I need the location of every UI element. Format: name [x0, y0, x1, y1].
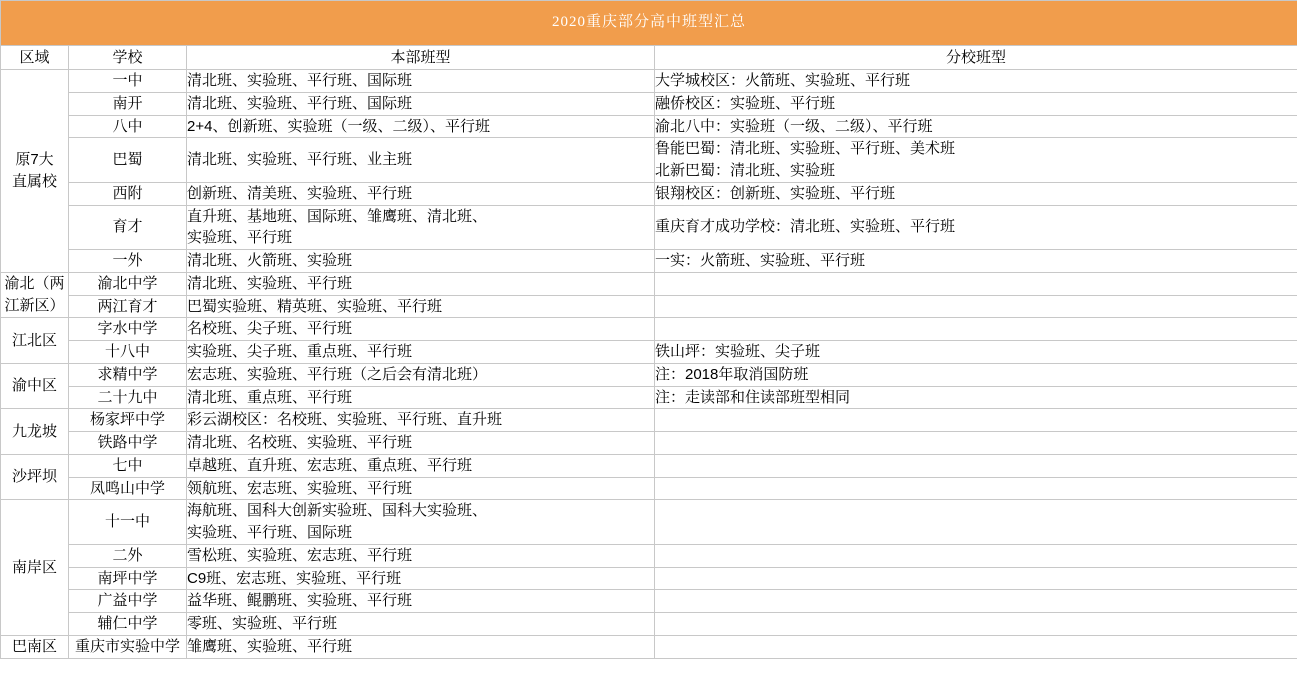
school-cell: 南坪中学 [69, 567, 187, 590]
branch-classes-cell [655, 635, 1297, 658]
table-row [1, 182, 1297, 205]
region-cell: 渝北（两 江新区） [1, 272, 69, 318]
main-classes-cell: 领航班、宏志班、实验班、平行班 [187, 477, 655, 500]
main-classes-cell: 清北班、名校班、实验班、平行班 [187, 432, 655, 455]
table-row [1, 115, 1297, 138]
branch-classes-cell: 重庆育才成功学校：清北班、实验班、平行班 [655, 205, 1297, 250]
branch-classes-cell [655, 454, 1297, 477]
main-classes-cell: 卓越班、直升班、宏志班、重点班、平行班 [187, 454, 655, 477]
school-cell: 渝北中学 [69, 272, 187, 295]
school-cell: 铁路中学 [69, 432, 187, 455]
school-cell: 广益中学 [69, 590, 187, 613]
school-cell: 十八中 [69, 341, 187, 364]
main-classes-cell: C9班、宏志班、实验班、平行班 [187, 567, 655, 590]
branch-classes-cell: 鲁能巴蜀：清北班、实验班、平行班、美术班 北新巴蜀：清北班、实验班 [655, 138, 1297, 183]
school-cell: 七中 [69, 454, 187, 477]
main-classes-cell: 宏志班、实验班、平行班（之后会有清北班） [187, 363, 655, 386]
region-cell: 江北区 [1, 318, 69, 364]
branch-classes-cell [655, 272, 1297, 295]
main-classes-cell: 清北班、火箭班、实验班 [187, 250, 655, 273]
school-cell: 两江育才 [69, 295, 187, 318]
main-classes-cell: 名校班、尖子班、平行班 [187, 318, 655, 341]
main-classes-cell: 雪松班、实验班、宏志班、平行班 [187, 544, 655, 567]
branch-classes-cell [655, 613, 1297, 636]
school-cell: 八中 [69, 115, 187, 138]
main-classes-cell: 清北班、实验班、平行班、国际班 [187, 70, 655, 93]
main-classes-cell: 2+4、创新班、实验班（一级、二级）、平行班 [187, 115, 655, 138]
school-cell: 重庆市实验中学 [69, 635, 187, 658]
main-classes-cell: 清北班、实验班、平行班 [187, 272, 655, 295]
main-classes-cell: 创新班、清美班、实验班、平行班 [187, 182, 655, 205]
table-row [1, 432, 1297, 455]
column-header-branch-classes: 分校班型 [655, 46, 1297, 70]
region-cell: 原7大 直属校 [1, 70, 69, 273]
main-classes-cell: 雏鹰班、实验班、平行班 [187, 635, 655, 658]
region-cell: 巴南区 [1, 635, 69, 658]
branch-classes-cell: 大学城校区：火箭班、实验班、平行班 [655, 70, 1297, 93]
branch-classes-cell: 注：2018年取消国防班 [655, 363, 1297, 386]
table-row [1, 341, 1297, 364]
branch-classes-cell: 融侨校区：实验班、平行班 [655, 92, 1297, 115]
school-cell: 南开 [69, 92, 187, 115]
branch-classes-cell: 渝北八中：实验班（一级、二级）、平行班 [655, 115, 1297, 138]
table-row [1, 500, 1297, 545]
table-row [1, 477, 1297, 500]
table-row [1, 272, 1297, 295]
table-row [1, 635, 1297, 658]
page-title: 2020重庆部分高中班型汇总 [1, 1, 1297, 46]
table-row [1, 613, 1297, 636]
region-cell: 沙坪坝 [1, 454, 69, 500]
school-cell: 育才 [69, 205, 187, 250]
main-classes-cell: 清北班、实验班、平行班、国际班 [187, 92, 655, 115]
branch-classes-cell [655, 318, 1297, 341]
school-cell: 凤鸣山中学 [69, 477, 187, 500]
branch-classes-cell [655, 409, 1297, 432]
branch-classes-cell: 银翔校区：创新班、实验班、平行班 [655, 182, 1297, 205]
main-classes-cell: 巴蜀实验班、精英班、实验班、平行班 [187, 295, 655, 318]
main-classes-cell: 清北班、重点班、平行班 [187, 386, 655, 409]
table-row [1, 567, 1297, 590]
table-row [1, 92, 1297, 115]
column-header-school: 学校 [69, 46, 187, 70]
branch-classes-cell [655, 590, 1297, 613]
table-row [1, 295, 1297, 318]
school-cell: 字水中学 [69, 318, 187, 341]
header-row [1, 46, 1297, 70]
table-row [1, 363, 1297, 386]
branch-classes-cell: 铁山坪：实验班、尖子班 [655, 341, 1297, 364]
table-row [1, 205, 1297, 250]
school-cell: 二十九中 [69, 386, 187, 409]
branch-classes-cell [655, 432, 1297, 455]
main-classes-cell: 清北班、实验班、平行班、业主班 [187, 138, 655, 183]
main-classes-cell: 彩云湖校区：名校班、实验班、平行班、直升班 [187, 409, 655, 432]
school-cell: 一中 [69, 70, 187, 93]
school-cell: 杨家坪中学 [69, 409, 187, 432]
school-cell: 十一中 [69, 500, 187, 545]
table-row [1, 138, 1297, 183]
table-row [1, 318, 1297, 341]
main-classes-cell: 零班、实验班、平行班 [187, 613, 655, 636]
table-row [1, 386, 1297, 409]
branch-classes-cell [655, 567, 1297, 590]
main-classes-cell: 实验班、尖子班、重点班、平行班 [187, 341, 655, 364]
main-classes-cell: 益华班、鲲鹏班、实验班、平行班 [187, 590, 655, 613]
main-classes-cell: 直升班、基地班、国际班、雏鹰班、清北班、 实验班、平行班 [187, 205, 655, 250]
school-cell: 一外 [69, 250, 187, 273]
column-header-main-classes: 本部班型 [187, 46, 655, 70]
branch-classes-cell [655, 544, 1297, 567]
branch-classes-cell: 一实：火箭班、实验班、平行班 [655, 250, 1297, 273]
school-cell: 辅仁中学 [69, 613, 187, 636]
branch-classes-cell [655, 477, 1297, 500]
school-cell: 求精中学 [69, 363, 187, 386]
table-row [1, 70, 1297, 93]
branch-classes-cell: 注：走读部和住读部班型相同 [655, 386, 1297, 409]
school-cell: 巴蜀 [69, 138, 187, 183]
school-cell: 二外 [69, 544, 187, 567]
region-cell: 南岸区 [1, 500, 69, 636]
table-row [1, 544, 1297, 567]
region-cell: 渝中区 [1, 363, 69, 409]
table-row [1, 590, 1297, 613]
branch-classes-cell [655, 295, 1297, 318]
title-row [1, 1, 1297, 46]
region-cell: 九龙坡 [1, 409, 69, 455]
column-header-region: 区域 [1, 46, 69, 70]
main-classes-cell: 海航班、国科大创新实验班、国科大实验班、 实验班、平行班、国际班 [187, 500, 655, 545]
branch-classes-cell [655, 500, 1297, 545]
table-row [1, 250, 1297, 273]
school-cell: 西附 [69, 182, 187, 205]
table-row [1, 454, 1297, 477]
table-row [1, 409, 1297, 432]
